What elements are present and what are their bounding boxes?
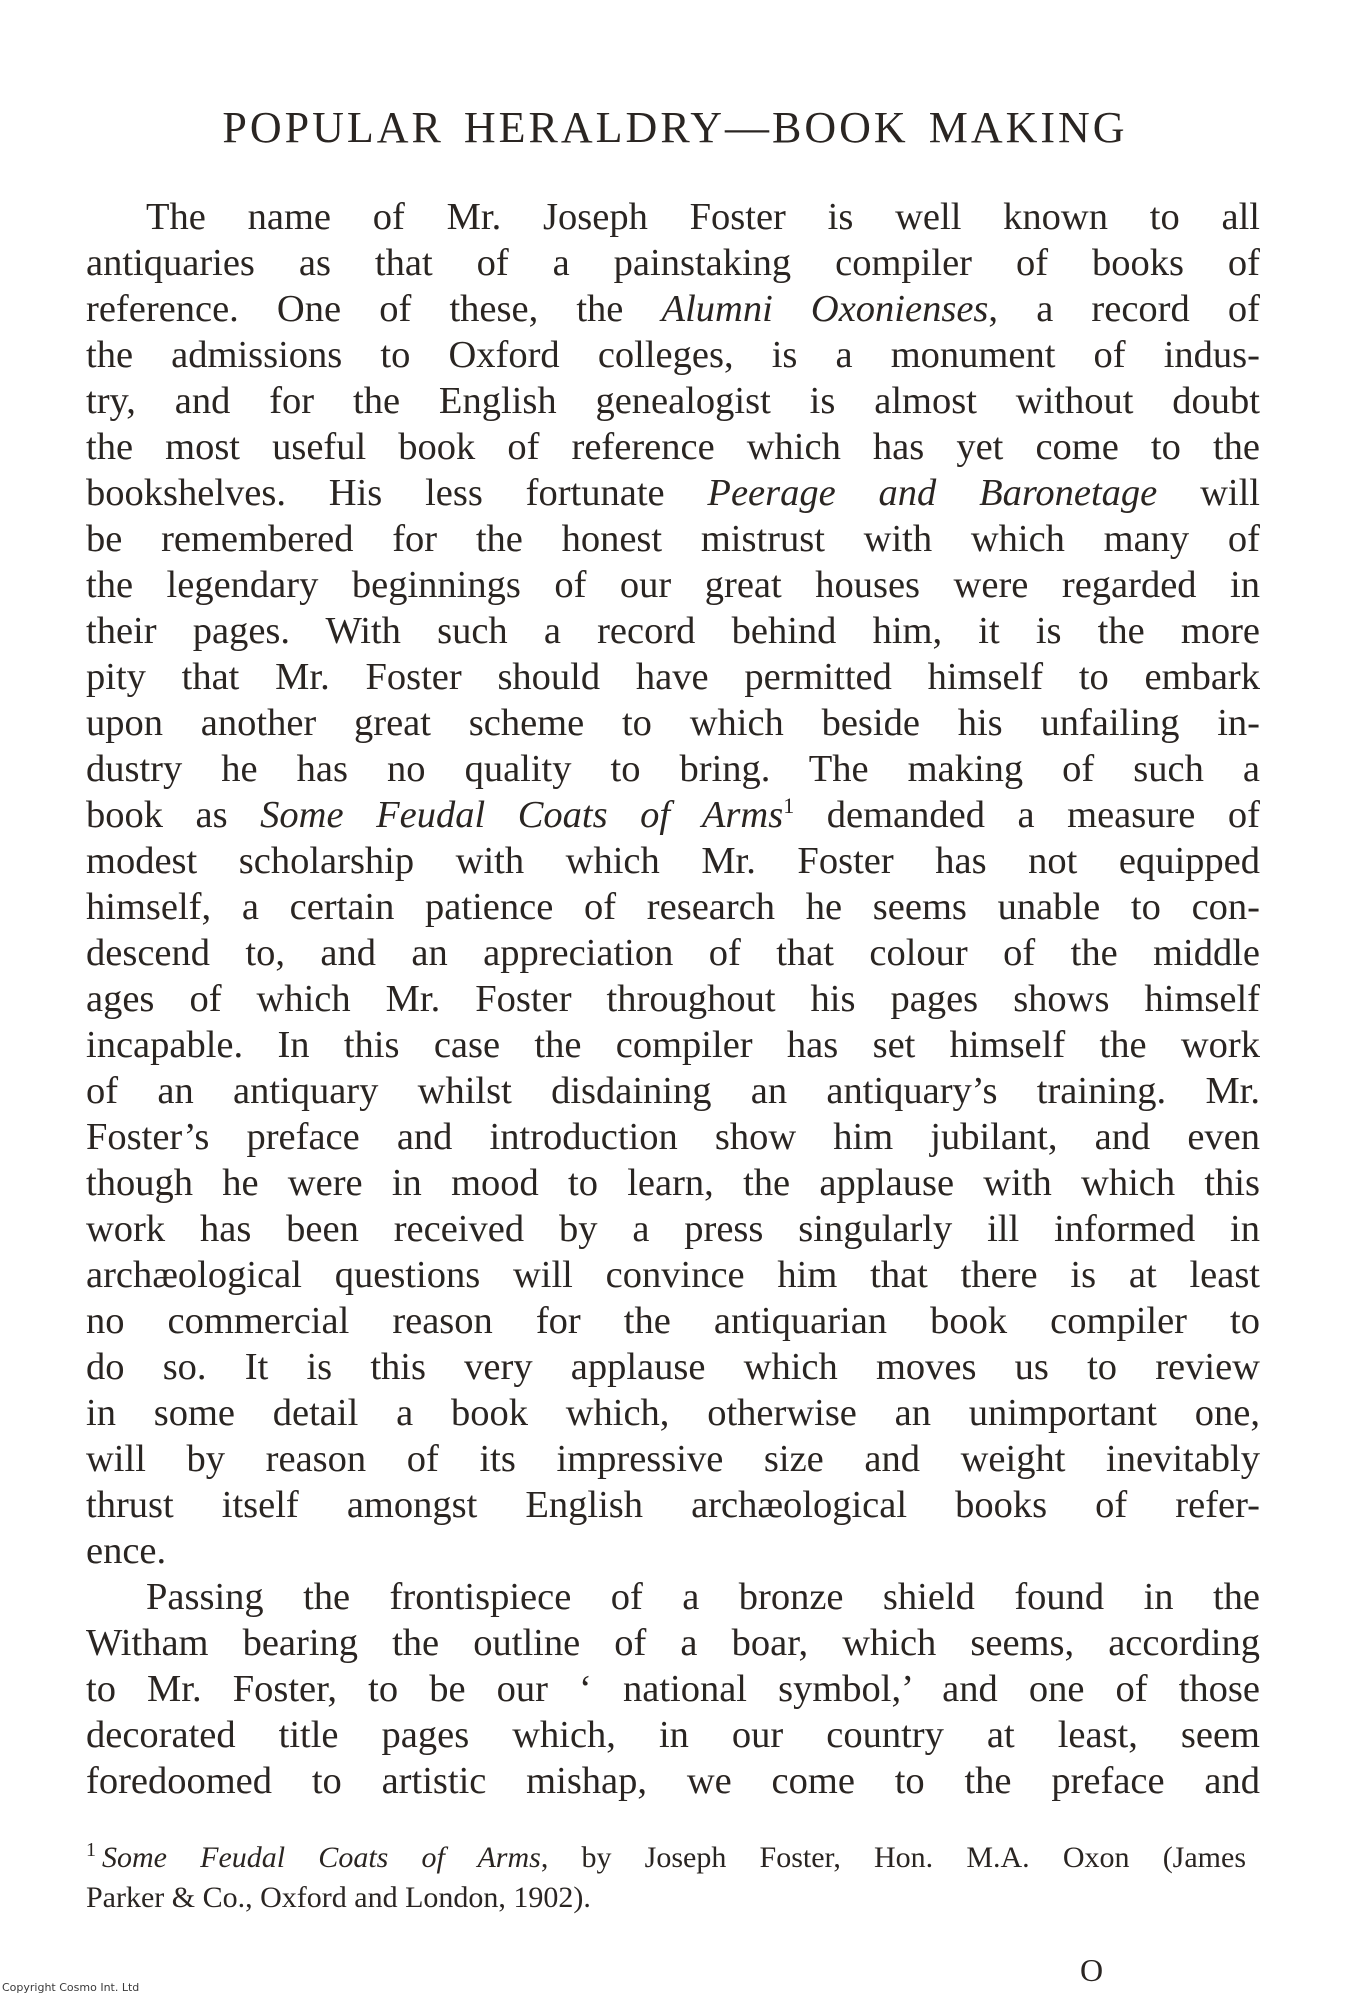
text-line: Passing the frontispiece of a bronze shield found in the xyxy=(146,1576,1260,1618)
footnote-text: , by Joseph Foster, Hon. M.A. Oxon (James xyxy=(540,1841,1247,1874)
text-line xyxy=(86,286,1260,332)
text-line: Witham bearing the outline of a boar, which seems, according xyxy=(86,1622,1260,1664)
text-segment: demanded a measure of xyxy=(794,794,1260,836)
footnote-line: Parker & Co., Oxford and London, 1902). xyxy=(86,1881,591,1914)
paragraph-2 xyxy=(86,1574,1260,1804)
text-line: foredoomed to artistic mishap, we come to the preface and xyxy=(86,1760,1260,1802)
footnote-line xyxy=(86,1838,1246,1878)
text-line: incapable. In this case the compiler has set himself the work xyxy=(86,1024,1260,1066)
text-line: no commercial reason for the antiquarian book compiler to xyxy=(86,1300,1260,1342)
italic-title: Alumni Oxonienses xyxy=(661,288,989,330)
text-line: to Mr. Foster, to be our ‘ national symbol,’ and one of those xyxy=(86,1668,1260,1710)
copyright-notice: Copyright Cosmo Int. Ltd xyxy=(2,1981,140,1994)
signature-mark: O xyxy=(1080,1952,1104,1988)
text-line: dustry he has no quality to bring. The making of such a xyxy=(86,748,1260,790)
page-title: POPULAR HERALDRY—BOOK MAKING xyxy=(222,103,1128,152)
italic-title: Some Feudal Coats of Arms xyxy=(260,794,784,836)
text-segment: reference. One of these, the xyxy=(86,288,662,330)
text-line: the admissions to Oxford colleges, is a monument of indus- xyxy=(86,334,1260,376)
text-line: thrust itself amongst English archæological books of refer- xyxy=(86,1484,1260,1526)
text-segment: book as xyxy=(86,794,261,836)
text-line: be remembered for the honest mistrust with which many of xyxy=(86,518,1260,560)
paragraph-1 xyxy=(86,194,1260,1574)
text-line: their pages. With such a record behind him, it is the more xyxy=(86,610,1260,652)
footnote-mark: 1 xyxy=(86,1839,96,1861)
text-line: the most useful book of reference which has yet come to the xyxy=(86,426,1260,468)
footnote-reference: 1 xyxy=(783,793,795,819)
footnote xyxy=(86,1838,1246,1918)
text-line: modest scholarship with which Mr. Foster has not equipped xyxy=(86,840,1260,882)
text-segment: bookshelves. His less fortunate xyxy=(86,472,708,514)
text-segment: , a record of xyxy=(988,288,1260,330)
text-line xyxy=(86,792,1260,838)
text-line: will by reason of its impressive size and weight inevitably xyxy=(86,1438,1260,1480)
text-line: of an antiquary whilst disdaining an antiquary’s training. Mr. xyxy=(86,1070,1260,1112)
text-line: work has been received by a press singularly ill informed in xyxy=(86,1208,1260,1250)
body-text xyxy=(86,194,1260,1804)
text-line: decorated title pages which, in our country at least, seem xyxy=(86,1714,1260,1756)
text-line: antiquaries as that of a painstaking compiler of books of xyxy=(86,242,1260,284)
text-line: in some detail a book which, otherwise an unimportant one, xyxy=(86,1392,1260,1434)
text-line: though he were in mood to learn, the applause with which this xyxy=(86,1162,1260,1204)
text-line: try, and for the English genealogist is almost without doubt xyxy=(86,380,1260,422)
footnote-title: Some Feudal Coats of Arms xyxy=(102,1841,541,1874)
text-line: The name of Mr. Joseph Foster is well known to all xyxy=(146,196,1260,238)
text-line: ages of which Mr. Foster throughout his pages shows himself xyxy=(86,978,1260,1020)
text-segment: will xyxy=(1157,472,1260,514)
text-line: archæological questions will convince him that there is at least xyxy=(86,1254,1260,1296)
text-line: do so. It is this very applause which moves us to review xyxy=(86,1346,1260,1388)
italic-title: Peerage and Baronetage xyxy=(707,472,1158,514)
text-line: himself, a certain patience of research he seems unable to con- xyxy=(86,886,1260,928)
text-line: the legendary beginnings of our great houses were regarded in xyxy=(86,564,1260,606)
text-line: ence. xyxy=(86,1530,167,1572)
text-line xyxy=(86,470,1260,516)
text-line: pity that Mr. Foster should have permitted himself to embark xyxy=(86,656,1260,698)
text-line: Foster’s preface and introduction show him jubilant, and even xyxy=(86,1116,1260,1158)
text-line: upon another great scheme to which beside his unfailing in- xyxy=(86,702,1260,744)
text-line: descend to, and an appreciation of that colour of the middle xyxy=(86,932,1260,974)
